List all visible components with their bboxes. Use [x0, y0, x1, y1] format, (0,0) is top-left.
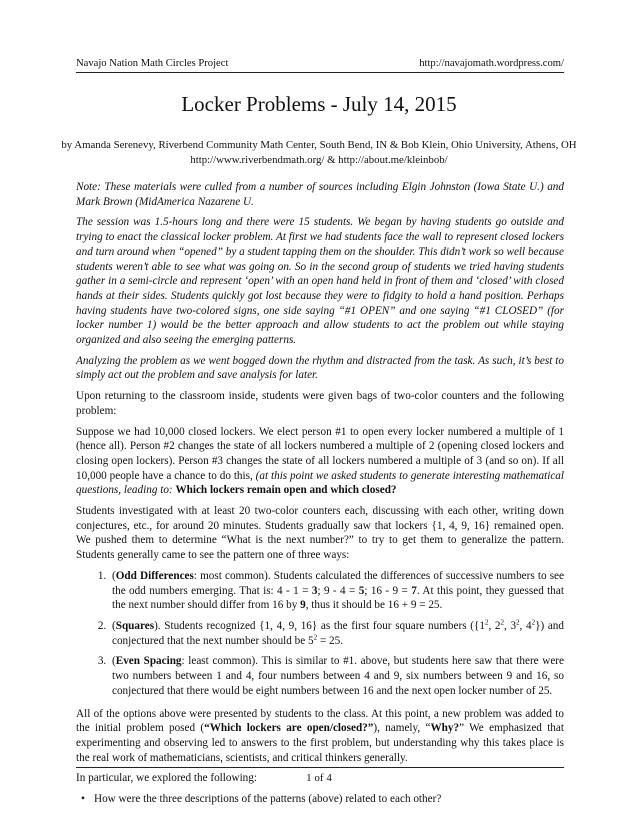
- header-url[interactable]: http://navajomath.wordpress.com/: [419, 58, 564, 69]
- authors: [60, 138, 578, 167]
- footer-rule: [76, 767, 564, 768]
- pattern-list: [76, 569, 564, 699]
- header-rule: [76, 72, 564, 73]
- list-item: 1. (Odd Differences: most common). Students calculated the differences of successive numbers to see the odd numbers emerging. That is: 4 - 1 = 3; 9 - 4 = 5; 16 - 9 = 7. At this point, they guessed that the next number should differ from 16 by 9, thus it should be 16 + 9 = 25.: [109, 569, 564, 613]
- list-item: • How were the three descriptions of the patterns (above) related to each other?: [94, 792, 564, 807]
- question-list: [76, 792, 564, 807]
- analyzing-paragraph: Analyzing the problem as we went bogged down the rhythm and distracted from the task. As such, it’s best to simply act out the problem and save analysis for later.: [76, 354, 564, 382]
- investigated-paragraph: Students investigated with at least 20 two-color counters each, discussing with each other, writing down conjectures, etc., for around 20 minutes. Students gradually saw that lockers {1, 4, 9, 16} remained open. We pushed them to determine “What is the next number?” to try to get them to generalize the pattern. Students generally came to see the pattern one of three ways:: [76, 505, 564, 562]
- session-paragraph: The session was 1.5-hours long and there were 15 students. We began by having students go outside and trying to enact the classical locker problem. At first we had students face the wall to represent closed lockers and turn around when “opened” by a student tapping them on the shoulder. This didn’t work so well because students weren’t able to see what was going on. So in the second group of students we tried having students gather in a semi-circle and represent ‘open’ with an open hand held in front of them and ‘closed’ with closed hands at their sides. Students quickly got lost because they were to fidgity to hold a hand position. Perhaps having students have two-colored signs, one side saying “#1 OPEN” and one saying “#1 CLOSED” (for locker number 1) would be the better approach and allow students to act the problem out while staying organized and also seeing the emerging patterns.: [76, 216, 564, 347]
- options-paragraph: All of the options above were presented by students to the class. At this point, a new problem was added to the initial problem posed (“Which lockers are open/closed?”), namely, “Why?” We emphasized that experimenting and observing led to answers to the first problem, but understanding why this takes place is the real work of mathematicians, scientists, and critical thinkers generally.: [76, 707, 564, 764]
- returning-paragraph: Upon returning to the classroom inside, students were given bags of two-color counters and the following problem:: [76, 390, 564, 417]
- list-item: 2. (Squares). Students recognized {1, 4, 9, 16} as the first four square numbers ({$1^2$, $2^2$, $3^2$, $4^2$}) and conjectured that the next number should be $5^2 = 25$.: [109, 619, 564, 648]
- running-header: [76, 58, 564, 69]
- document-body: [76, 180, 564, 807]
- page-number: 1 of 4: [306, 772, 332, 784]
- authors-links[interactable]: http://www.riverbendmath.org/ & http://about.me/kleinbob/: [190, 153, 448, 166]
- particular-paragraph: In particular, we explored the following:: [76, 772, 257, 785]
- authors-line1: by Amanda Serenevy, Riverbend Community Math Center, South Bend, IN & Bob Klein, Ohio University, Athens, OH: [61, 139, 577, 151]
- list-item: 3. (Even Spacing: least common). This is similar to #1. above, but students here saw that there were two numbers between 1 and 4, four numbers between 4 and 9, six numbers between 9 and 16, so conjectured that there would be eight numbers between 16 and the next open locker number of 25.: [109, 654, 564, 698]
- suppose-paragraph: Suppose we had 10,000 closed lockers. We elect person #1 to open every locker numbered a multiple of 1 (hence all). Person #2 changes the state of all lockers numbered a multiple of 2 (opening closed lockers and closing open lockers). Person #3 changes the state of all lockers numbered a multiple of 3 (and so on). If all 10,000 people have a chance to do this, (at this point we asked students to generate interesting mathematical questions, leading to: Which lockers remain open and which closed?: [76, 425, 564, 497]
- note-paragraph: Note: These materials were culled from a number of sources including Elgin Johnston (Iowa State U.) and Mark Brown (MidAmerica Nazarene U.: [76, 181, 564, 208]
- page-title: Locker Problems - July 14, 2015: [181, 92, 457, 116]
- header-left: Navajo Nation Math Circles Project: [76, 58, 229, 69]
